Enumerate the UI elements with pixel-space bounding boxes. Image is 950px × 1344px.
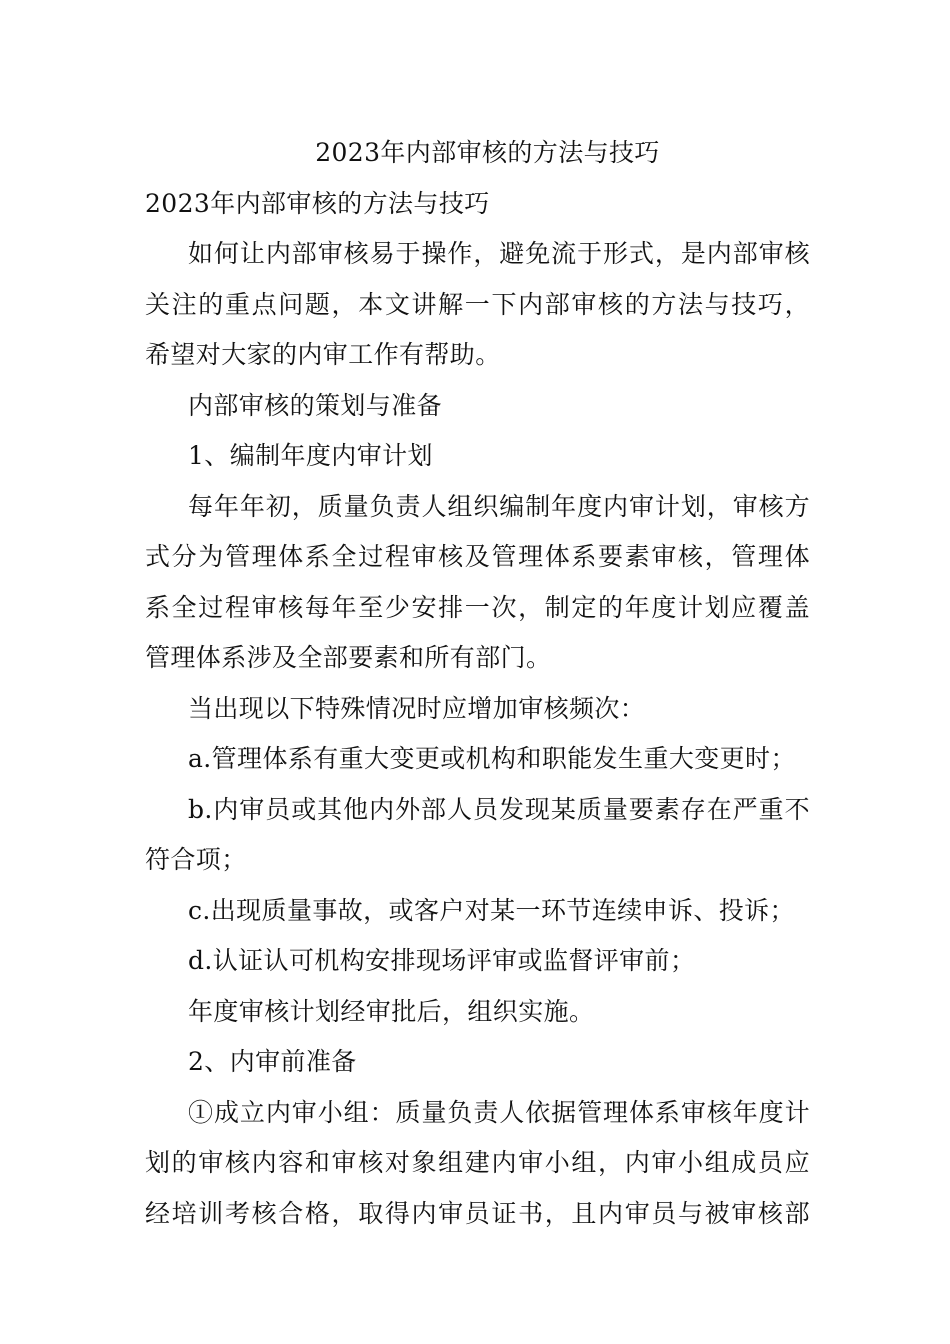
paragraph-line: 经培训考核合格，取得内审员证书，且内审员与被审核部 [145, 1198, 810, 1228]
list-item: c.出现质量事故，或客户对某一环节连续申诉、投诉； [188, 895, 795, 925]
paragraph-line: 每年年初，质量负责人组织编制年度内审计划，审核方 [188, 491, 810, 521]
paragraph-line: 当出现以下特殊情况时应增加审核频次： [188, 693, 646, 723]
subsection-heading: 1、编制年度内审计划 [188, 441, 433, 470]
paragraph-line: 式分为管理体系全过程审核及管理体系要素审核，管理体 [145, 542, 810, 571]
paragraph-line: 系全过程审核每年至少安排一次，制定的年度计划应覆盖 [145, 592, 810, 622]
paragraph-line: 划的审核内容和审核对象组建内审小组，内审小组成员应 [145, 1148, 810, 1177]
document-heading: 2023年内部审核的方法与技巧 [145, 188, 490, 218]
document-title: 2023年内部审核的方法与技巧 [315, 138, 660, 167]
list-item: b.内审员或其他内外部人员发现某质量要素存在严重不 [188, 794, 810, 824]
paragraph-line: 希望对大家的内审工作有帮助。 [145, 340, 501, 369]
paragraph-line: 年度审核计划经审批后，组织实施。 [188, 996, 595, 1026]
paragraph-line: 管理体系涉及全部要素和所有部门。 [145, 643, 552, 672]
list-item: a.管理体系有重大变更或机构和职能发生重大变更时； [188, 744, 796, 773]
list-item-continuation: 符合项； [145, 845, 247, 874]
list-item: d.认证认可机构安排现场评审或监督评审前； [188, 946, 696, 975]
paragraph-line: ①成立内审小组：质量负责人依据管理体系审核年度计 [188, 1097, 810, 1127]
document-body [145, 128, 810, 1239]
section-heading: 内部审核的策划与准备 [188, 390, 443, 420]
subsection-heading: 2、内审前准备 [188, 1047, 357, 1076]
paragraph-line: 关注的重点问题，本文讲解一下内部审核的方法与技巧， [145, 289, 810, 319]
paragraph-line: 如何让内部审核易于操作，避免流于形式，是内部审核 [188, 239, 810, 268]
